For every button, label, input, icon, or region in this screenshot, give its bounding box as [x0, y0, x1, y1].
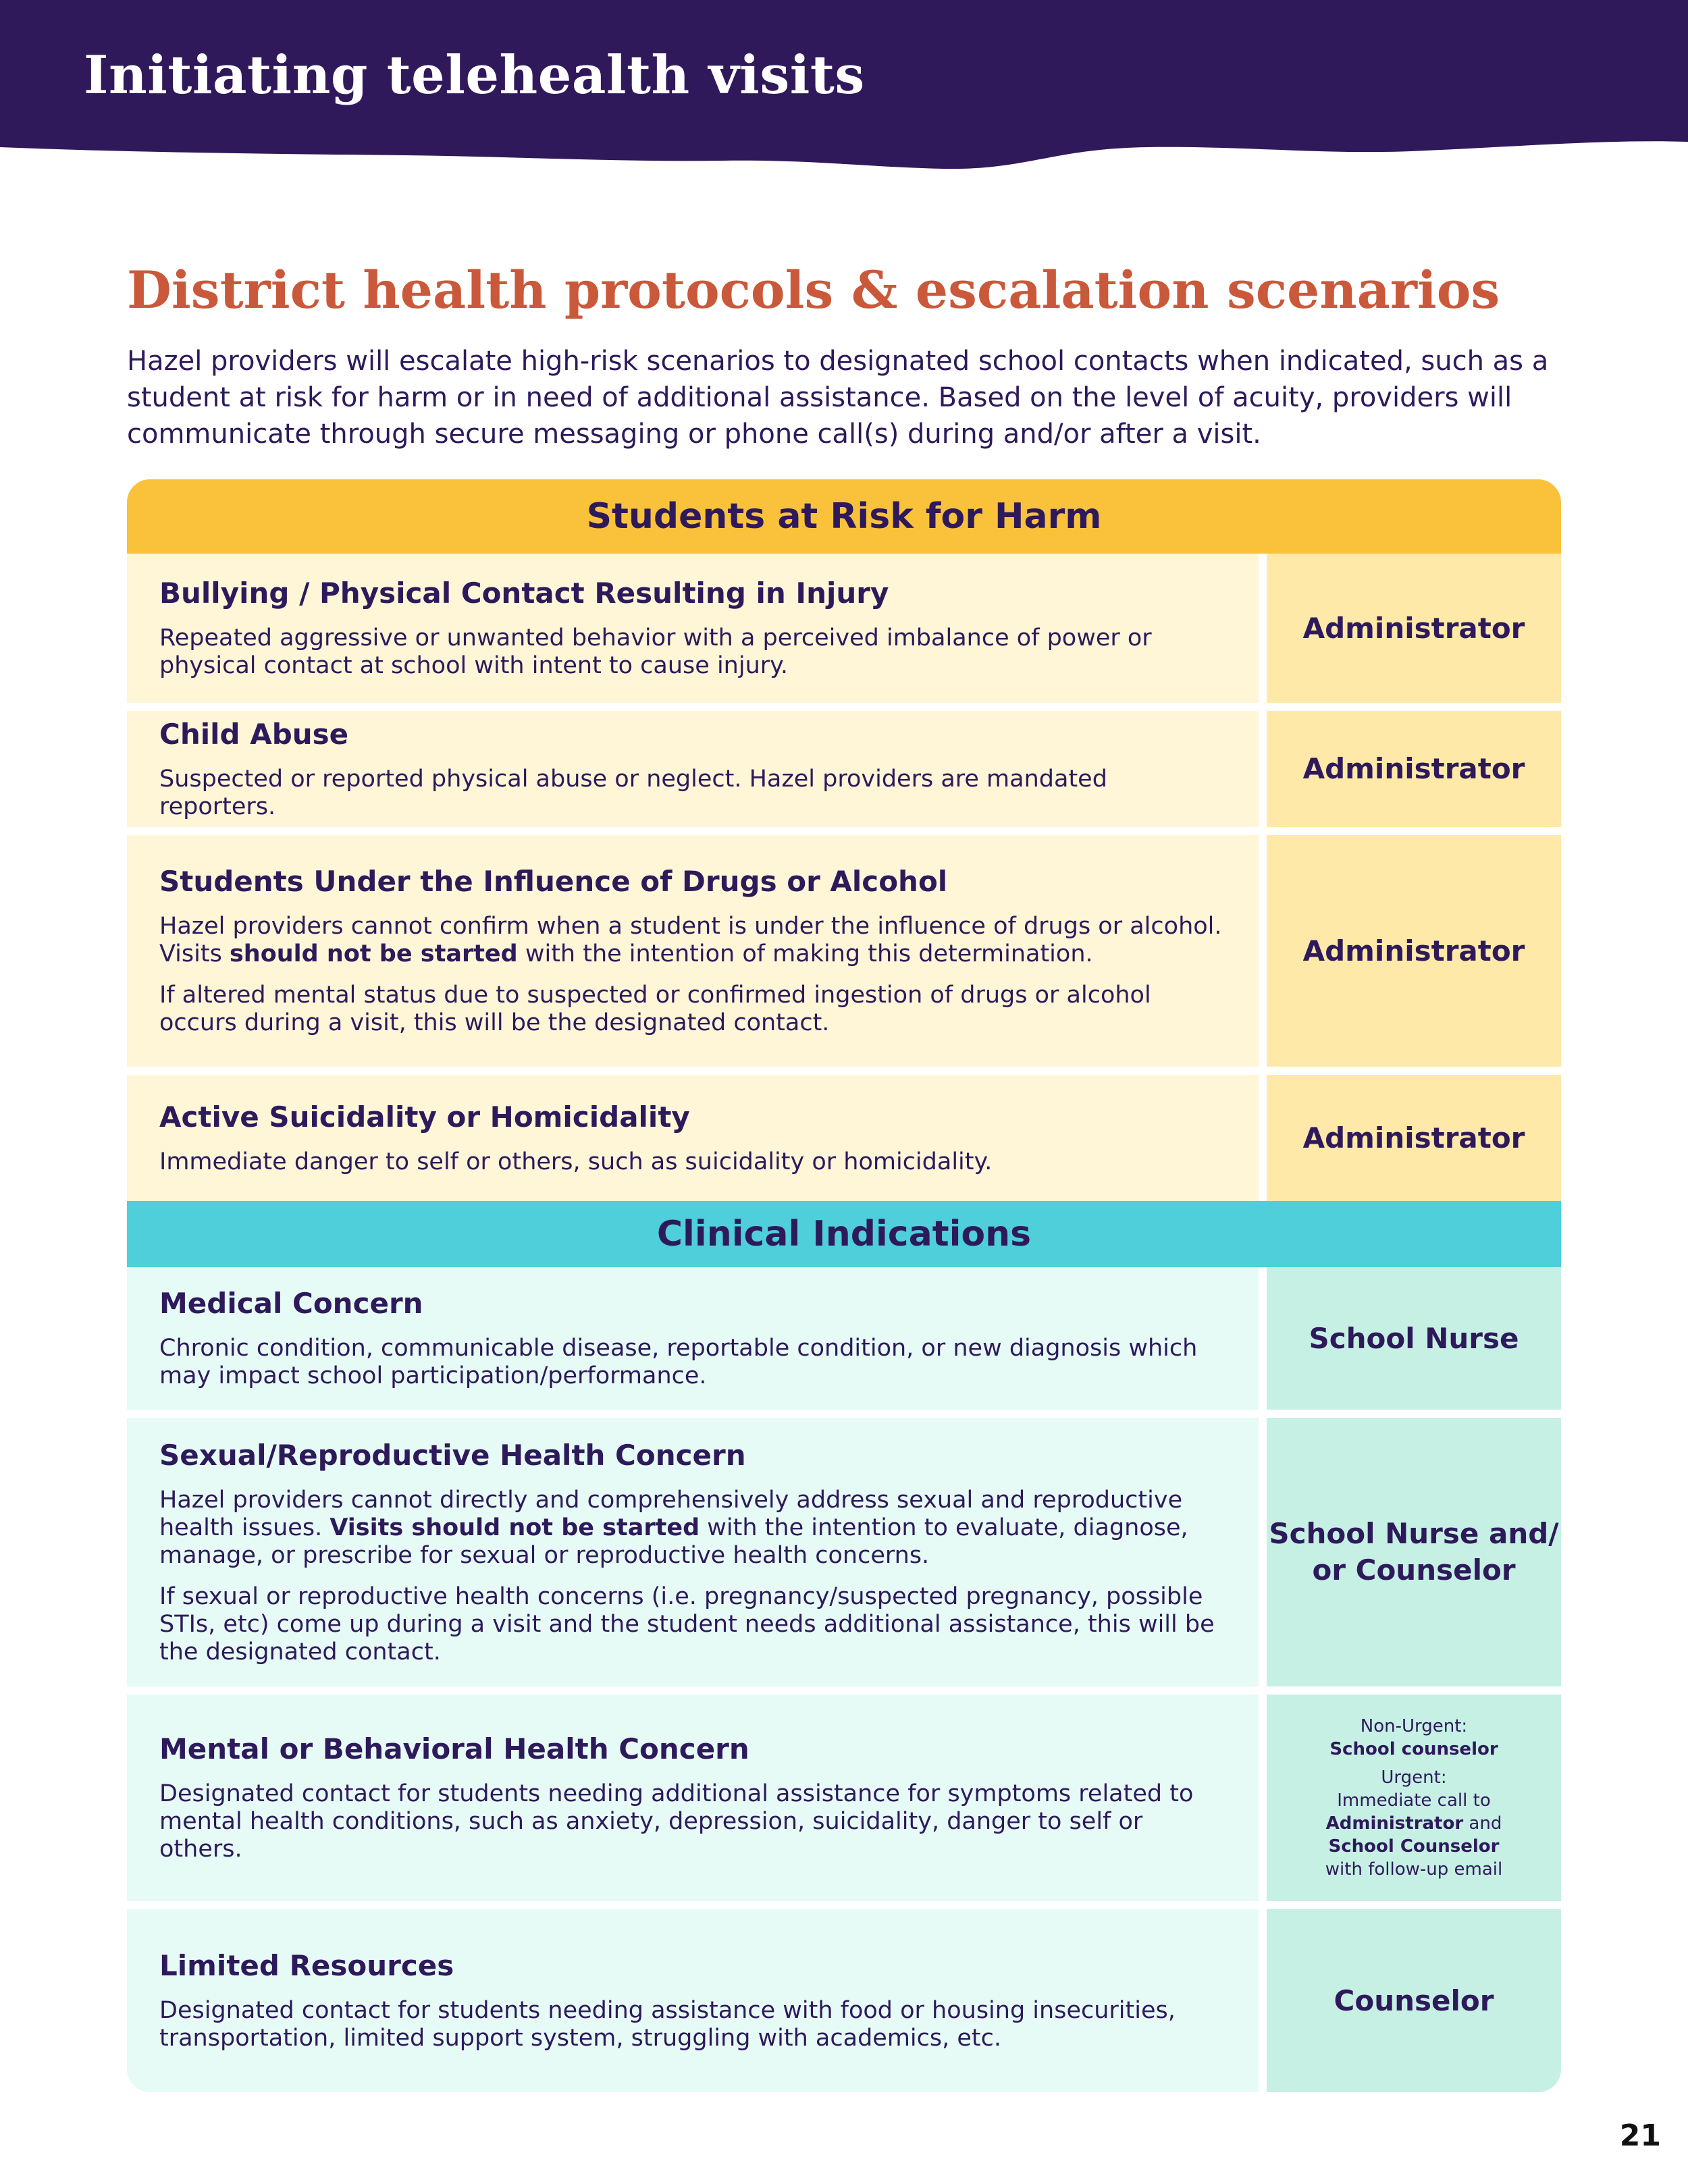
contact-label: Administrator — [1302, 1121, 1525, 1154]
scenario-cell — [127, 1695, 1259, 1901]
scenario-title: Students Under the Influence of Drugs or Alcohol — [159, 865, 948, 898]
contact-cell — [1259, 835, 1561, 1067]
scenario-description — [159, 913, 1226, 968]
scenario-title: Limited Resources — [159, 1949, 454, 1982]
contact-cell — [1259, 1909, 1561, 2092]
intro-paragraph: Hazel providers will escalate high-risk scenarios to designated school contacts when indicated, such as a student at risk for harm or in need of additional assistance. Based on the level of acuity, providers will communicate through secure messaging or phone call(s) during and/or after a visit. — [127, 346, 1549, 450]
scenario-description: Designated contact for students needing assistance with food or housing insecurities, transportation, limited support system, struggling with academics, etc. — [159, 1997, 1176, 2052]
contact-label: or Counselor — [1312, 1553, 1516, 1587]
scenario-title: Child Abuse — [159, 717, 349, 751]
scenario-cell — [127, 835, 1259, 1067]
contact-cell — [1259, 554, 1561, 703]
desc-text: Hazel providers cannot confirm when a student is under the influence of drugs or alcohol. Visits — [159, 913, 1222, 967]
contact-nonurgent-label: Non-Urgent: — [1360, 1716, 1468, 1736]
scenario-title: Mental or Behavioral Health Concern — [159, 1732, 749, 1765]
scenario-description: Designated contact for students needing additional assistance for symptoms related to mental health conditions, such as anxiety, depression, suicidality, danger to self or others. — [159, 1780, 1194, 1863]
table-row — [127, 1695, 1561, 1909]
scenario-cell — [127, 1267, 1259, 1410]
contact-urgent-text: Immediate call to — [1337, 1790, 1491, 1811]
contact-label: School Nurse — [1309, 1321, 1519, 1355]
table-row — [127, 711, 1561, 835]
contact-cell — [1259, 1695, 1561, 1901]
escalation-table — [127, 479, 1561, 2092]
contact-cell — [1259, 1267, 1561, 1410]
page-title: District health protocols & escalation scenarios — [127, 260, 1500, 320]
table-row — [127, 1909, 1561, 2092]
desc-text: Hazel providers cannot directly and comprehensively address sexual and reproductive health issues. — [159, 1486, 1183, 1541]
contact-nonurgent-value: School counselor — [1329, 1739, 1498, 1759]
scenario-cell — [127, 711, 1259, 827]
scenario-cell — [127, 1075, 1259, 1201]
contact-cell — [1259, 711, 1561, 827]
contact-urgent-admin: Administrator — [1325, 1813, 1464, 1834]
scenario-description: Chronic condition, communicable disease, reportable condition, or new diagnosis which may impact school participation/performance. — [159, 1335, 1198, 1389]
scenario-title: Active Suicidality or Homicidality — [159, 1100, 690, 1134]
scenario-description-secondary: If altered mental status due to suspected or confirmed ingestion of drugs or alcohol occurs during a visit, this will be the designated contact. — [159, 982, 1151, 1036]
scenario-description: Suspected or reported physical abuse or neglect. Hazel providers are mandated reporters. — [159, 765, 1107, 820]
section-header-clinical: Clinical Indications — [127, 1201, 1561, 1267]
table-row — [127, 835, 1561, 1075]
desc-text: with the intention of making this determination. — [517, 940, 1093, 967]
scenario-cell — [127, 1418, 1259, 1686]
scenario-title: Bullying / Physical Contact Resulting in Injury — [159, 577, 889, 610]
scenario-description: Immediate danger to self or others, such as suicidality or homicidality. — [159, 1148, 993, 1175]
scenario-cell — [127, 1909, 1259, 2092]
contact-urgent-label: Urgent: — [1381, 1767, 1447, 1788]
header-title: Initiating telehealth visits — [84, 45, 865, 106]
scenario-title: Medical Concern — [159, 1287, 423, 1320]
contact-cell — [1259, 1075, 1561, 1201]
table-row — [127, 1075, 1561, 1201]
contact-label: Administrator — [1302, 611, 1525, 645]
scenario-description: Repeated aggressive or unwanted behavior with a perceived imbalance of power or physical contact at school with intent to cause injury. — [159, 624, 1152, 679]
scenario-description-secondary: If sexual or reproductive health concerns (i.e. pregnancy/suspected pregnancy, possible STIs, etc) come up during a visit and the student needs additional assistance, this will be the designated contact. — [159, 1582, 1215, 1666]
contact-label: School Nurse and/ — [1269, 1517, 1559, 1550]
scenario-title: Sexual/Reproductive Health Concern — [159, 1438, 746, 1472]
table-row — [127, 1267, 1561, 1418]
table-row — [127, 1418, 1561, 1695]
desc-emphasis: Visits should not be started — [329, 1514, 700, 1541]
scenario-description — [159, 1487, 1226, 1570]
contact-cell — [1259, 1418, 1561, 1686]
desc-text: with the intention to evaluate, diagnose, manage, or prescribe for sexual or reproductive health concerns. — [159, 1514, 1188, 1569]
contact-urgent-and: and — [1463, 1813, 1502, 1834]
contact-label: Counselor — [1334, 1983, 1494, 2017]
table-row — [127, 554, 1561, 711]
section-header-risk: Students at Risk for Harm — [127, 479, 1561, 554]
contact-urgent-counselor: School Counselor — [1328, 1836, 1500, 1857]
contact-label: Administrator — [1302, 934, 1525, 967]
scenario-cell — [127, 554, 1259, 703]
contact-label: Administrator — [1302, 752, 1525, 785]
desc-emphasis: should not be started — [229, 940, 518, 967]
contact-urgent-followup: with follow-up email — [1325, 1859, 1503, 1880]
page-number: 21 — [1619, 2119, 1661, 2153]
